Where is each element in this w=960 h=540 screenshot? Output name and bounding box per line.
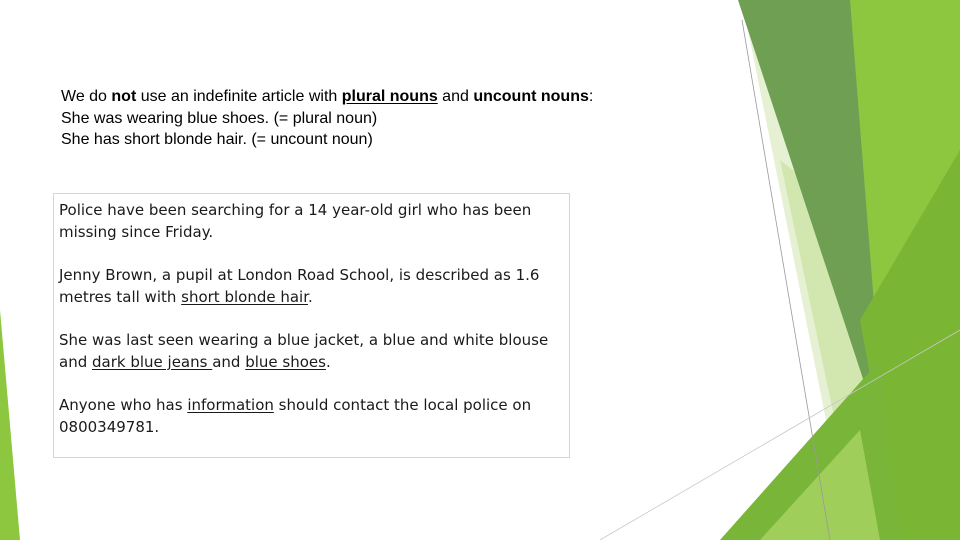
- article-text: .: [308, 288, 313, 306]
- left-edge-shape: [0, 310, 20, 540]
- article-text: Anyone who has: [59, 396, 188, 414]
- article-paragraph-4: [59, 394, 569, 438]
- rule-text: We do: [61, 88, 112, 105]
- article-text: Jenny Brown, a pupil at London Road School, is described as 1.6 metres tall with: [59, 266, 540, 306]
- rule-emphasis-not: not: [111, 88, 137, 105]
- highlight-blue-shoes: blue shoes: [245, 353, 326, 371]
- article-text: and: [212, 353, 246, 371]
- rule-text: :: [588, 88, 594, 105]
- article-text: She was last seen wearing a blue jacket, a blue and white blouse and: [59, 331, 549, 371]
- rule-example-uncount: She has short blonde hair. (= uncount noun): [61, 131, 373, 148]
- rule-example-plural: She was wearing blue shoes. (= plural noun): [61, 109, 378, 127]
- highlight-dark-blue-jeans: dark blue jeans: [92, 353, 213, 371]
- highlight-information: information: [187, 396, 274, 414]
- article-paragraph-1: Police have been searching for a 14 year-old girl who has been missing since Friday.: [59, 201, 532, 241]
- article-paragraph-3: [59, 329, 569, 373]
- highlight-short-blonde-hair: short blonde hair: [181, 288, 309, 306]
- rule-text: and: [437, 88, 474, 105]
- rule-line-1: [61, 86, 701, 108]
- grammar-rule: [61, 86, 701, 151]
- article-paragraph-2: [59, 264, 569, 308]
- article-text: .: [325, 353, 331, 371]
- news-article-box: [53, 193, 570, 458]
- rule-term-plural-nouns: plural nouns: [341, 88, 438, 105]
- rule-term-uncount-nouns: uncount nouns: [473, 88, 589, 105]
- rule-text: use an indefinite article with: [136, 88, 342, 105]
- article-text: should contact the local police on 0800349781.: [59, 396, 532, 436]
